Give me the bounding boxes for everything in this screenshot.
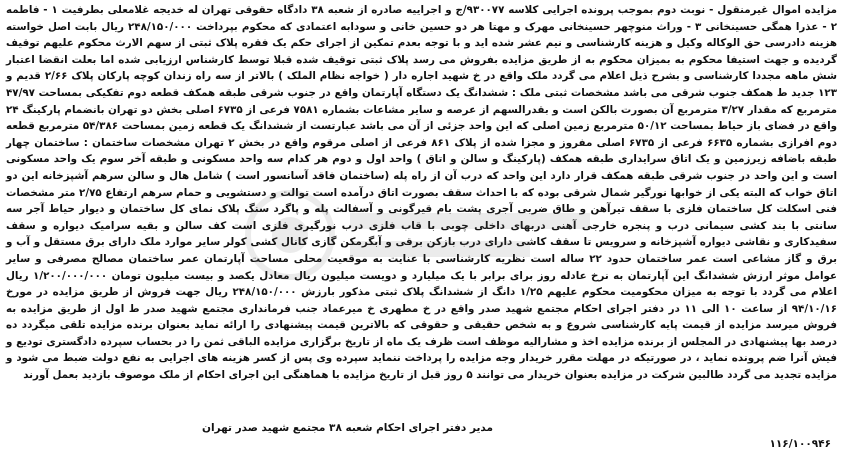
- reference-number: ۱۱۶/۱۰۰۹۴۶: [769, 438, 831, 450]
- notice-footer: [0, 422, 843, 456]
- signature-line: مدیر دفتر اجرای احکام شعبه ۳۸ مجتمع شهید صدر تهران: [202, 422, 493, 434]
- auction-notice-body: [6, 2, 837, 454]
- notice-paragraph: مزایده اموال غیرمنقول - نوبت دوم بموجب پرونده اجرایی کلاسه ۹۳۰۰۷۷/ج و اجراییه صادره از شعبه ۳۸ دادگاه حقوقی تهران له خدیجه غلامعلی بطرفیت ۱ - فاطمه ۲ - عذرا همگی حسینخانی ۳ - وراث منوچهر حسینخانی مهرک و مهتا هر دو حسین خانی و سودابه اعتمادی که محکوم بپرداخت ۲۴۸/۱۵۰/۰۰۰ ریال بابت اصل خواسته هزینه دادرسی حق الوکاله وکیل و هزینه کارشناسی و نیم عشر شده اید و با توجه بعدم تمکین از اجرای حکم یک فقره پلاک ثبتی از سهم الارث محکوم علیهم توقیف گردیده و جهت استیفا محکوم به بمیزان محکوم به از طریق مزایده بفروش می رسد پلاک ثبتی توقیف شده قبلا توسط کارشناس ارزیابی شده اما بعلت انقضا اعتبار شش ماهه مجددا کارشناسی و بشرح ذیل اعلام می گردد ملک واقع در خ شهید اجاره دار ( خواجه نظام الملک ) بالاتر از سه راه زندان کوچه پارکان پلاک ۲/۶۶ قدیم و ۱۲۳ جدید ط همکف جنوب شرقی می باشد مشخصات ثبتی ملک : ششدانگ یک دستگاه آپارتمان واقع در جنوب شرقی طبقه همکف قطعه دوم تفکیکی بمساحت ۴۷/۹۷ مترمربع که مقدار ۳/۲۷ مترمربع آن بصورت بالکن است و بقدرالسهم از عرصه و سایر مشاعات بشماره ۷۵۸۱ فرعی از ۶۷۳۵ اصلی بخش دو تهران بانضمام پارکینگ ۲۴ واقع در فضای باز حیاط بمساحت ۵۰/۱۲ مترمربع زمین اصلی که این واحد جزئی از آن می باشد عبارتست از ششدانگ یک قطعه زمین بمساحت ۵۴/۳۸۶ مترمربع قطعه دوم افرازی بشماره ۶۶۳۵ فرعی از ۶۷۳۵ اصلی مفروز و مجزا شده از پلاک ۸۶۱ فرعی از اصلی مرقوم واقع در بخش ۲ تهران مشخصات ساختمان : ساختمان چهار طبقه باضافه زیرزمین و یک اتاق سرایداری طبقه همکف (پارکینگ و سالن و اتاق ) واحد اول و دوم هر کدام سه واحد مسکونی و طبقه آخر سوم یک واحد مسکونی است و این واحد در جنوب شرقی طبقه همکف قرار دارد این واحد که درب آن از راه پله (ساختمان فاقد آسانسور است ) شامل هال و سالن سرهم آشپزخانه این دو اتاق خواب که البته یکی از خوابها نورگیر شمال شرقی بوده که با احداث سقف بصورت اتاق درآمده است توالت و دستشویی و حمام سرهم ارتفاع ۲/۷۵ متر مشخصات فنی اسکلت کل ساختمان فلزی با سقف تیرآهن و طاق ضربی آجری پشت بام قیرگونی و آسفالت پله و پاگرد سنگ پلاک نمای کل ساختمان و دیوار حیاط آجر سه سانتی با بند کشی سیمانی درب و پنجره خارجی آهنی دربهای داخلی چوبی با قاب فلزی درب نورگیری فلزی است کف سالن و بقیه سرامیک دیواره و سقف سفیدکاری و نقاشی دیواره آشپزخانه و سرویس تا سقف کاشی دارای درب بازکن برقی و آبگرمکن گازی کانال کشی کولر سایر موارد ملک دارای برق مستقل و آب و برق و گاز مشاعی است عمر ساختمان حدود ۲۲ ساله است نظریه کارشناسی با عنایت به موقعیت محلی مساحت آپارتمان عمر ساختمان مصالح مصرفی و سایر عوامل موثر ارزش ششدانگ این آپارتمان به نرخ عادله روز برای برابر با یک میلیارد و دویست میلیون ریال معادل یکصد و بیست میلیون تومان ۱/۲۰۰/۰۰۰/۰۰۰ ریال اعلام می گردد با توجه به میزان محکومیت محکوم علیهم ۱/۲۵ دانگ از ششدانگ پلاک ثبتی مذکور بارزش ۲۴۸/۱۵۰/۰۰۰ ریال جهت فروش از طریق مزایده در مورخ ۹۴/۱۰/۱۶ از ساعت ۱۰ الی ۱۱ در دفتر اجرای احکام مجتمع شهید صدر واقع در خ مطهری خ میرعماد جنب فرمانداری مجتمع شهید صدر ط اول از طریق مزایده به فروش میرسد مزایده از قیمت پایه کارشناسی شروع و به شخص حقیقی و حقوقی که بالاترین قیمت پیشنهادی را ارائه نماید بعنوان برنده مزایده تلقی میگردد ده درصد بها پیشنهادی در المجلس از برنده مزایده اخذ و مشارالیه موظف است ظرف یک ماه از تاریخ برگزاری مزایده الباقی ثمن را در بحساب سپرده دادگستری تودیع و فیش آنرا ضم پرونده نماید ، در صورتیکه در مهلت مقرر خریدار وجه مزایده را پرداخت ننماید سپرده وی پس از کسر هزینه های اجرایی به نفع دولت ضبط می شود و مزایده تجدید می گردد طالبین شرکت در مزایده بعنوان خریدار می توانند ۵ روز قبل از تاریخ مزایده با هماهنگی این اجرای احکام از ملک موصوف بازدید بعمل آورند: [6, 4, 838, 382]
